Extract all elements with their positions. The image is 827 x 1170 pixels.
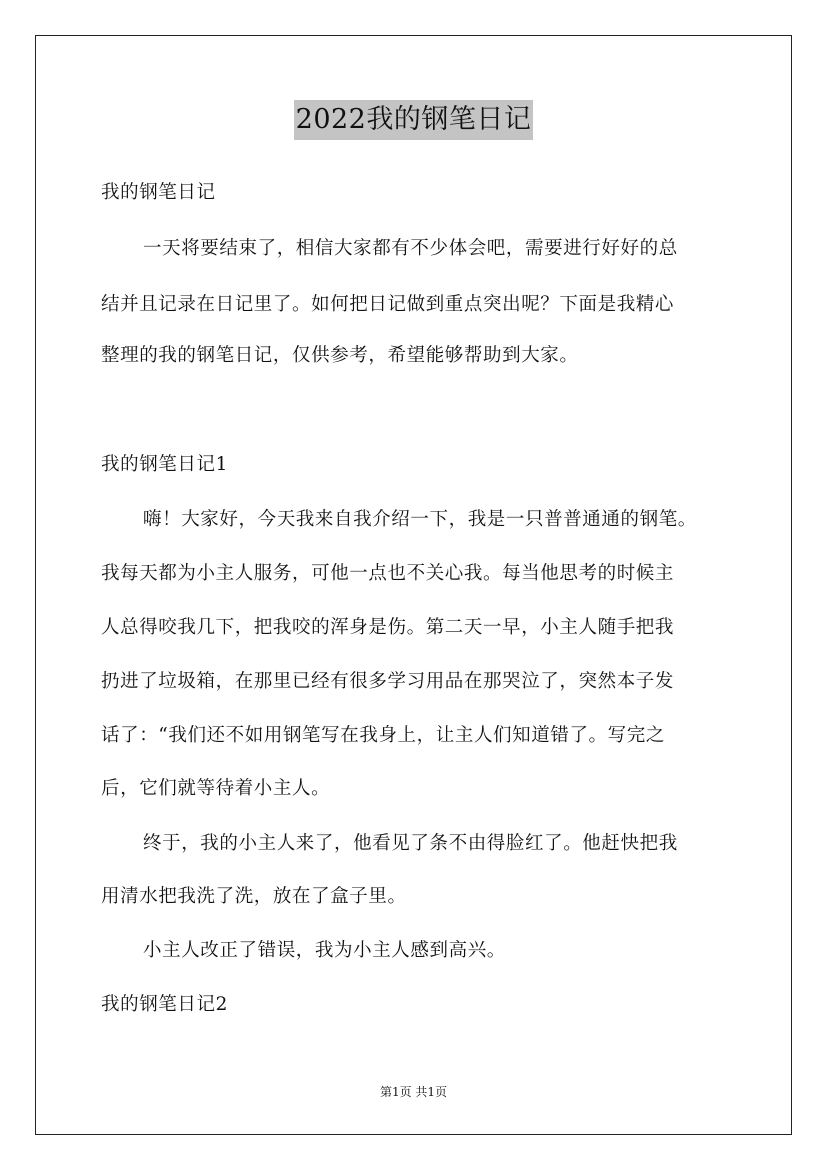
title-container: [0, 100, 827, 140]
diary1-line-3: 人总得咬我几下，把我咬的浑身是伤。第二天一早，小主人随手把我: [101, 617, 675, 638]
diary1-line-5: 话了：“我们还不如用钢笔写在我身上，让主人们知道错了。写完之: [101, 725, 665, 746]
diary1-line-7: 终于，我的小主人来了，他看见了条不由得脸红了。他赶快把我: [143, 833, 678, 854]
diary1-line-6: 后，它们就等待着小主人。: [101, 778, 331, 799]
document-title: 2022我的钢笔日记: [294, 100, 534, 140]
diary1-line-9: 小主人改正了错误，我为小主人感到高兴。: [143, 940, 506, 961]
intro-line-3: 整理的我的钢笔日记，仅供参考，希望能够帮助到大家。: [101, 345, 579, 366]
intro-line-2: 结并且记录在日记里了。如何把日记做到重点突出呢？下面是我精心: [101, 294, 675, 315]
section-heading-intro: 我的钢笔日记: [101, 182, 216, 203]
diary1-line-4: 扔进了垃圾箱，在那里已经有很多学习用品在那哭泣了，突然本子发: [101, 671, 675, 692]
diary1-line-2: 我每天都为小主人服务，可他一点也不关心我。每当他思考的时候主: [101, 563, 675, 584]
page-footer: 第1页 共1页: [379, 1085, 448, 1099]
section-heading-diary-2: 我的钢笔日记2: [101, 994, 228, 1015]
diary1-line-8: 用清水把我洗了洗，放在了盒子里。: [101, 886, 407, 907]
diary1-line-1: 嗨！大家好，今天我来自我介绍一下，我是一只普普通通的钢笔。: [143, 509, 697, 530]
intro-line-1: 一天将要结束了，相信大家都有不少体会吧，需要进行好好的总: [143, 238, 678, 259]
section-heading-diary-1: 我的钢笔日记1: [101, 454, 228, 475]
